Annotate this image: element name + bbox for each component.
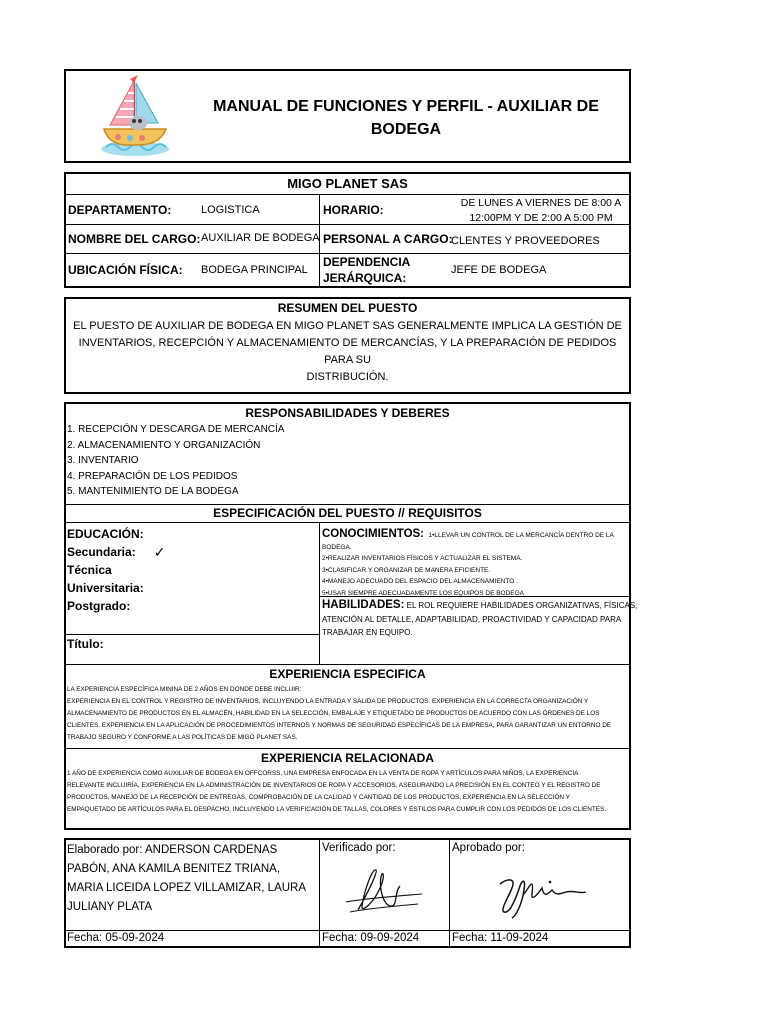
elaborado-line: Elaborado por: ANDERSON CARDENAS	[67, 844, 278, 856]
elaborado-line: PABÓN, ANA KAMILA BENITEZ TRIANA,	[67, 863, 281, 875]
conocimientos-item: BODEGA.	[322, 544, 352, 551]
horario-value	[456, 196, 626, 226]
resumen-text	[66, 318, 629, 386]
experiencia-especifica-text	[67, 684, 629, 744]
fecha-verificado: Fecha: 09-09-2024	[322, 932, 420, 944]
aprobado-signature	[486, 864, 596, 924]
horario-label: HORARIO:	[323, 203, 384, 217]
list-item: 3. INVENTARIO	[67, 455, 139, 466]
firmas-section	[64, 838, 631, 948]
resumen-title: RESUMEN DEL PUESTO	[277, 301, 418, 315]
company-name: MIGO PLANET SAS	[287, 176, 408, 191]
elaborado-line: MARIA LICEIDA LOPEZ VILLAMIZAR, LAURA	[67, 882, 307, 894]
dependencia-label	[323, 254, 410, 286]
requisitos-section	[64, 402, 638, 830]
verificado-label: Verificado por:	[322, 842, 396, 854]
resumen-line: EL PUESTO DE AUXILIAR DE BODEGA EN MIGO PLANET SAS GENERALMENTE IMPLICA LA GESTIÓN DE	[73, 320, 622, 332]
list-item: 5. MANTENIMIENTO DE LA BODEGA	[67, 486, 239, 497]
experiencia-relacionada-line: EMPAQUETADO DE ARTÍCULOS PARA EL DESPACHO, INCLUYENDO LA VERIFICACIÓN DE TALLAS, COLORES Y ESTILOS PARA CUMPLIR CON LOS PEDIDOS DE LOS CLIENTES.	[67, 806, 607, 813]
conocimientos-item: 3•CLASIFICAR Y ORGANIZAR DE MANERA EFICIENTE.	[322, 566, 491, 574]
elaborado-por	[67, 841, 317, 917]
responsabilidades-list	[67, 422, 284, 500]
habilidades-label: HABILIDADES:	[322, 599, 405, 611]
responsabilidades-title: RESPONSABILIDADES Y DEBERES	[245, 406, 450, 420]
habilidades-text: EL ROL REQUIERE HABILIDADES ORGANIZATIVAS, FÍSICAS,	[406, 601, 638, 610]
ubicacion-value: BODEGA PRINCIPAL	[201, 264, 308, 276]
conocimientos-item: 5•USAR SIEMPRE ADECUADAMENTE LOS EQUIPOS DE BODEGA	[322, 589, 525, 597]
list-item: 1. RECEPCIÓN Y DESCARGA DE MERCANCÍA	[67, 424, 285, 435]
titulo-label: Título:	[67, 637, 104, 651]
dependencia-value: JEFE DE BODEGA	[451, 264, 547, 276]
resumen-section	[64, 297, 631, 394]
header-box	[64, 69, 631, 163]
conocimientos-block	[322, 524, 628, 599]
experiencia-relacionada-line: PRODUCTOS, MANEJO DE LA RECEPCIÓN DE ENTREGAS, COMPROBACIÓN DE LA CALIDAD Y CANTIDAD DE LOS PRODUCTOS, EXPERIENCIA EN LA SELECCIÓN Y	[67, 794, 570, 801]
experiencia-especifica-line: TRABAJO SEGURO Y CONFORME A LAS POLÍTICAS DE MIGO PLANET SAS.	[67, 734, 298, 741]
dependencia-label-line-1: DEPENDENCIA	[323, 255, 411, 269]
habilidades-text: TRABAJAR EN EQUIPO.	[322, 628, 413, 637]
conocimientos-item: 4•MANEJO ADECUADO DEL ESPACIO DEL ALMACENAMIENTO .	[322, 578, 518, 585]
fecha-elaborado: Fecha: 05-09-2024	[67, 932, 165, 944]
aprobado-label: Aprobado por:	[452, 842, 525, 854]
experiencia-relacionada-line: RELEVANTE INCLUIRÍA, EXPERIENCIA EN LA ADMINISTRACIÓN DE INVENTARIOS DE ROPA Y ACCESORIOS, ASEGURANDO LA PRECISIÓN EN EL CONTEO Y EL REGISTRO DE	[67, 782, 601, 789]
universitaria-label: Universitaria:	[67, 581, 144, 595]
habilidades-text: ATENCIÓN AL DETALLE, ADAPTABILIDAD, PROACTIVIDAD Y CAPACIDAD PARA	[322, 614, 622, 624]
conocimientos-item: 1•LLEVAR UN CONTROL DE LA MERCANCÍA DENTRO DE LA	[428, 532, 614, 539]
list-item: 4. PREPARACIÓN DE LOS PEDIDOS	[67, 470, 238, 482]
boat-logo	[94, 73, 176, 159]
especificacion-title: ESPECIFICACIÓN DEL PUESTO // REQUISITOS	[213, 506, 482, 520]
postgrado-label: Postgrado:	[67, 599, 131, 613]
secundaria-row	[67, 543, 165, 561]
verificado-signature	[338, 862, 428, 922]
dependencia-label-line-2: JERÁRQUICA:	[323, 271, 407, 285]
cargo-value: AUXILIAR DE BODEGA	[201, 232, 320, 244]
departamento-value: LOGISTICA	[201, 204, 260, 216]
info-table	[64, 172, 631, 288]
habilidades-line-1	[322, 599, 638, 613]
experiencia-especifica-line: CLIENTES. EXPERIENCIA EN LA APLICACIÓN DE PROCEDIMIENTOS INTERNOS Y NORMAS DE SEGURIDAD ESPECÍFICAS DE LA EMPRESA, PARA GARANTIZAR UN ENTORNO DE	[67, 722, 612, 729]
experiencia-relacionada-text	[67, 768, 629, 816]
resumen-line: DISTRIBUCIÓN.	[306, 371, 389, 383]
conocimientos-item: 2•REALIZAR INVENTARIOS FÍSICOS Y ACTUALIZAR EL SISTEMA.	[322, 555, 523, 562]
personal-label: PERSONAL A CARGO:	[323, 232, 453, 246]
page-title-line-2: BODEGA	[370, 121, 442, 138]
elaborado-line: JULIANY PLATA	[67, 901, 153, 913]
fecha-aprobado: Fecha: 11-09-2024	[452, 932, 549, 944]
educacion-list	[67, 525, 165, 615]
horario-value-line-2: 12:00PM Y DE 2:00 A 5:00 PM	[469, 212, 613, 224]
cargo-label: NOMBRE DEL CARGO:	[68, 232, 201, 246]
experiencia-especifica-line: EXPERIENCIA EN EL CONTROL Y REGISTRO DE INVENTARIOS, INCLUYENDO LA ENTRADA Y SALIDA DE PRODUCTOS. EXPERIENCIA EN LA CORRECTA ORGANIZACIÓN Y	[67, 698, 589, 705]
experiencia-relacionada-line: 1 AÑO DE EXPERIENCIA COMO AUXILIAR DE BODEGA EN OFFCORSS, UNA EMPRESA ENFOCADA EN LA VENTA DE ROPA Y ARTÍCULOS PARA NIÑOS, LA EXPERIENCIA	[67, 770, 579, 777]
page-title	[186, 95, 626, 141]
tecnica-label: Técnica	[67, 563, 112, 577]
experiencia-relacionada-title: EXPERIENCIA RELACIONADA	[261, 751, 434, 765]
experiencia-especifica-line: LA EXPERIENCIA ESPECÍFICA MININA DE 2 AÑOS EN DONDE DEBE INCLUIR:	[67, 686, 302, 693]
ubicacion-label: UBICACIÓN FÍSICA:	[68, 263, 183, 277]
educacion-label: EDUCACIÓN:	[67, 527, 144, 541]
habilidades-block	[322, 599, 638, 640]
experiencia-especifica-title: EXPERIENCIA ESPECIFICA	[269, 667, 426, 681]
conocimientos-line-1	[322, 524, 628, 542]
secundaria-label: Secundaria:	[67, 545, 136, 559]
horario-value-line-1: DE LUNES A VIERNES DE 8:00 A	[460, 197, 622, 209]
list-item: 2. ALMACENAMIENTO Y ORGANIZACIÓN	[67, 439, 261, 451]
departamento-label: DEPARTAMENTO:	[68, 203, 172, 217]
personal-value: CLENTES Y PROVEEDORES	[451, 235, 600, 247]
check-mark-icon: ✓	[153, 544, 166, 560]
experiencia-especifica-line: ALMACENAMIENTO DE PRODUCTOS EN EL ALMACÉN, HABILIDAD EN LA SELECCIÓN, EMBALAJE Y ETIQUETADO DE PRODUCTOS DE ACUERDO CON LAS ÓRDENES DE LOS	[67, 710, 600, 717]
resumen-line: INVENTARIOS, RECEPCIÓN Y ALMACENAMIENTO DE MERCANCÍAS, Y LA PREPARACIÓN DE PEDIDOS PARA SU	[78, 337, 617, 366]
conocimientos-label: CONOCIMIENTOS:	[322, 528, 425, 540]
page-title-line-1: MANUAL DE FUNCIONES Y PERFIL - AUXILIAR DE	[213, 98, 599, 115]
